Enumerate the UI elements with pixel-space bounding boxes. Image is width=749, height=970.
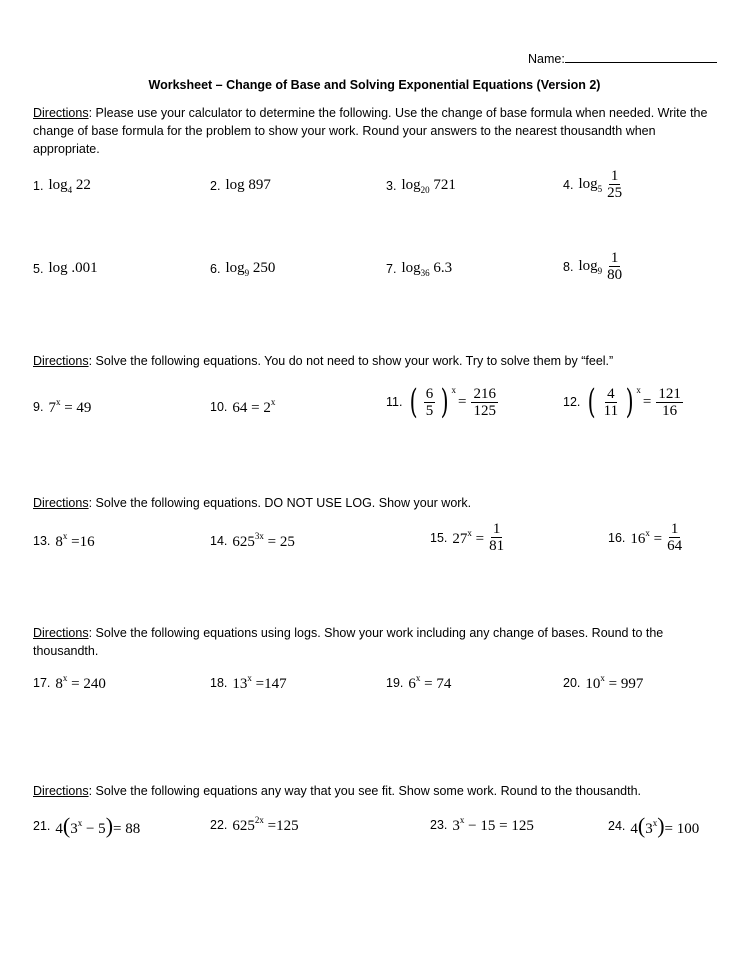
equals-sign: = xyxy=(267,818,277,834)
directions-text: : Solve the following equations any way that you see fit. Show some work. Round to the thousandth. xyxy=(88,784,641,798)
problem-number: 17. xyxy=(33,676,51,690)
log-text: log xyxy=(225,260,245,276)
exponent: 2x xyxy=(254,815,264,825)
directions-section-3 xyxy=(33,494,723,512)
log-text: log xyxy=(578,175,598,192)
log-text: log xyxy=(578,257,598,274)
equals-sign: = xyxy=(113,821,122,837)
base: 8 xyxy=(55,676,63,692)
problem-6 xyxy=(210,260,275,278)
equals-sign: = xyxy=(499,818,508,834)
problem-number: 1. xyxy=(33,179,44,193)
base: 625 xyxy=(232,818,255,834)
equals-sign: = xyxy=(71,534,80,550)
problem-9 xyxy=(33,397,91,417)
problem-7 xyxy=(386,260,452,278)
problem-number: 22. xyxy=(210,818,228,832)
base: 3 xyxy=(70,821,78,837)
log-argument: 250 xyxy=(252,260,276,276)
base: 27 xyxy=(452,530,468,547)
rhs-value: 49 xyxy=(76,400,92,416)
rhs-value: 88 xyxy=(125,821,141,837)
equals-sign: = xyxy=(608,676,618,692)
directions-section-4 xyxy=(33,624,723,660)
fraction-numerator: 216 xyxy=(473,385,496,402)
log-argument: 897 xyxy=(248,177,271,193)
problem-14 xyxy=(210,531,295,551)
fraction-denominator: 25 xyxy=(607,185,623,201)
worksheet-title: Worksheet – Change of Base and Solving Exponential Equations (Version 2) xyxy=(148,78,601,92)
problem-12 xyxy=(563,382,686,422)
equals-sign: = xyxy=(424,676,433,692)
coefficient: 4 xyxy=(630,821,638,837)
problem-number: 4. xyxy=(563,177,574,192)
problem-number: 3. xyxy=(386,179,397,193)
subtract-term: − 15 xyxy=(468,818,496,834)
directions-label: Directions xyxy=(33,354,89,368)
problem-number: 13. xyxy=(33,534,51,548)
log-argument: 22 xyxy=(75,177,91,193)
base: 16 xyxy=(630,530,646,547)
exponent: x xyxy=(77,818,83,828)
exponent: x xyxy=(451,385,456,395)
problem-16 xyxy=(608,521,687,554)
problem-number: 9. xyxy=(33,400,44,414)
log-text: log xyxy=(225,177,245,193)
name-label: Name: xyxy=(528,52,565,66)
parenthesized-fraction: ( $\frac{4}{11}$ ) xyxy=(588,382,634,422)
fraction-numerator: 1 xyxy=(610,250,619,266)
log-text: log xyxy=(401,177,421,193)
equals-sign: = xyxy=(255,676,265,692)
directions-text: : Solve the following equations. You do not need to show your work. Try to solve them by “feel.” xyxy=(88,354,614,368)
problem-2 xyxy=(210,177,271,194)
problem-number: 20. xyxy=(563,676,581,690)
exponent: x xyxy=(645,527,650,538)
base: 3 xyxy=(452,818,460,834)
coefficient: 4 xyxy=(55,821,63,837)
log-text: log xyxy=(48,260,68,276)
base: 625 xyxy=(232,534,255,550)
fraction-numerator: 1 xyxy=(610,168,619,184)
fraction xyxy=(471,386,498,419)
log-argument: 6.3 xyxy=(433,260,453,276)
problem-number: 14. xyxy=(210,534,228,548)
problem-number: 12. xyxy=(563,395,581,409)
problem-number: 8. xyxy=(563,259,574,274)
exponent: x xyxy=(247,673,252,683)
problem-number: 11. xyxy=(386,395,403,409)
log-base: 5 xyxy=(597,183,603,194)
fraction-denominator: 81 xyxy=(489,538,505,554)
problem-number: 18. xyxy=(210,676,228,690)
exponent: x xyxy=(55,397,61,407)
equals-sign: = xyxy=(642,393,652,410)
fraction-denominator: 80 xyxy=(607,267,623,283)
fraction-denominator: 64 xyxy=(667,538,683,554)
problem-number: 15. xyxy=(430,530,448,545)
log-base: 9 xyxy=(244,268,250,278)
exponent: x xyxy=(652,818,658,828)
exponent: x xyxy=(636,385,641,395)
fraction-numerator: 4 xyxy=(607,385,615,402)
rhs-value: 125 xyxy=(276,818,299,834)
problem-number: 16. xyxy=(608,530,626,545)
problem-19 xyxy=(386,673,451,693)
fraction-denominator: 11 xyxy=(603,402,619,419)
equals-sign: = xyxy=(664,821,674,837)
log-base: 20 xyxy=(420,185,430,195)
problem-24: 24. $4(3^x)= 100$ xyxy=(608,813,700,838)
equals-sign: = xyxy=(457,393,467,410)
problem-number: 21. xyxy=(33,819,51,833)
problem-1 xyxy=(33,177,91,195)
equals-sign: = xyxy=(475,530,485,547)
problem-number: 24. xyxy=(608,819,626,833)
log-base: 36 xyxy=(420,268,430,278)
rhs-value: 16 xyxy=(79,534,95,550)
problem-13 xyxy=(33,531,95,551)
problem-15 xyxy=(430,521,509,554)
equals-sign: = xyxy=(653,530,663,547)
problem-8 xyxy=(563,250,627,283)
problem-22 xyxy=(210,815,299,835)
directions-label: Directions xyxy=(33,626,89,640)
directions-section-5 xyxy=(33,782,723,800)
rhs-value: 997 xyxy=(620,676,644,692)
problem-number: 2. xyxy=(210,178,221,193)
directions-label: Directions xyxy=(33,496,89,510)
fraction xyxy=(487,521,506,554)
exponent: x xyxy=(600,673,605,683)
problem-23 xyxy=(430,815,534,835)
equals-sign: = xyxy=(251,400,260,416)
rhs-value: 240 xyxy=(83,676,106,692)
equals-sign: = xyxy=(64,400,73,416)
problem-18 xyxy=(210,673,287,693)
problem-20 xyxy=(563,673,643,693)
fraction xyxy=(605,250,624,283)
problem-3 xyxy=(386,177,456,195)
fraction-denominator: 125 xyxy=(473,402,496,419)
problem-21: 21. 4(3$^x$ − 5)= 88 xyxy=(33,813,141,838)
base: 3 xyxy=(645,821,653,837)
fraction-numerator: 1 xyxy=(670,521,679,537)
problem-11 xyxy=(386,382,501,422)
problem-number: 5. xyxy=(33,261,44,276)
exponent: x xyxy=(415,673,421,683)
fraction-denominator: 5 xyxy=(425,402,434,419)
name-field xyxy=(528,50,717,66)
exponent: x xyxy=(459,815,465,825)
problem-number: 10. xyxy=(210,400,228,414)
problem-10 xyxy=(210,397,275,417)
log-argument: .001 xyxy=(71,260,98,276)
problem-4 xyxy=(563,168,627,201)
exponent: x xyxy=(467,527,472,538)
name-blank-line[interactable] xyxy=(565,50,717,63)
fraction-numerator: 6 xyxy=(425,385,434,402)
rhs-value: 74 xyxy=(436,676,452,692)
fraction xyxy=(656,386,683,419)
fraction xyxy=(665,521,684,554)
problem-number: 7. xyxy=(386,262,397,276)
equals-sign: = xyxy=(267,534,277,550)
base: 6 xyxy=(408,676,416,692)
rhs-value: 25 xyxy=(279,534,295,550)
directions-text: : Please use your calculator to determine the following. Use the change of base formula when needed. Write the change of base formula for the problem to show your work. Round your answers to the nearest thousandth when appropriate. xyxy=(33,106,708,156)
problem-number: 6. xyxy=(210,262,221,276)
log-base: 9 xyxy=(597,265,603,276)
lhs-value: 64 xyxy=(232,400,248,416)
directions-section-1 xyxy=(33,104,723,158)
log-text: log xyxy=(401,260,421,276)
problem-number: 19. xyxy=(386,676,404,690)
base: 7 xyxy=(48,400,56,416)
base: 2 xyxy=(263,400,271,416)
directions-text: : Solve the following equations. DO NOT USE LOG. Show your work. xyxy=(88,496,472,510)
base: 8 xyxy=(55,534,63,550)
log-argument: 721 xyxy=(433,177,456,193)
problem-5 xyxy=(33,260,98,277)
problem-17 xyxy=(33,673,106,693)
directions-label: Directions xyxy=(33,784,89,798)
problem-number: 23. xyxy=(430,818,448,832)
base: 10 xyxy=(585,676,601,692)
exponent: 3x xyxy=(254,531,264,541)
fraction xyxy=(605,168,624,201)
equals-sign: = xyxy=(71,676,80,692)
log-text: log xyxy=(48,177,68,193)
rhs-value: 125 xyxy=(511,818,534,834)
parenthesized-fraction: ( $\frac{6}{5}$ ) xyxy=(410,382,449,422)
exponent: x xyxy=(62,531,68,541)
fraction-denominator: 16 xyxy=(662,402,678,419)
fraction-numerator: 1 xyxy=(492,521,501,537)
rhs-value: 147 xyxy=(264,676,287,692)
directions-text: : Solve the following equations using logs. Show your work including any change of bases. Round to the thousandth. xyxy=(33,626,664,658)
exponent: x xyxy=(270,397,276,407)
rhs-value: 100 xyxy=(676,821,700,837)
fraction-numerator: 121 xyxy=(658,385,681,402)
subtract-term: − 5 xyxy=(85,821,106,837)
directions-section-2 xyxy=(33,352,723,370)
directions-label: Directions xyxy=(33,106,89,120)
exponent: x xyxy=(62,673,68,683)
base: 13 xyxy=(232,676,248,692)
log-base: 4 xyxy=(67,185,73,195)
